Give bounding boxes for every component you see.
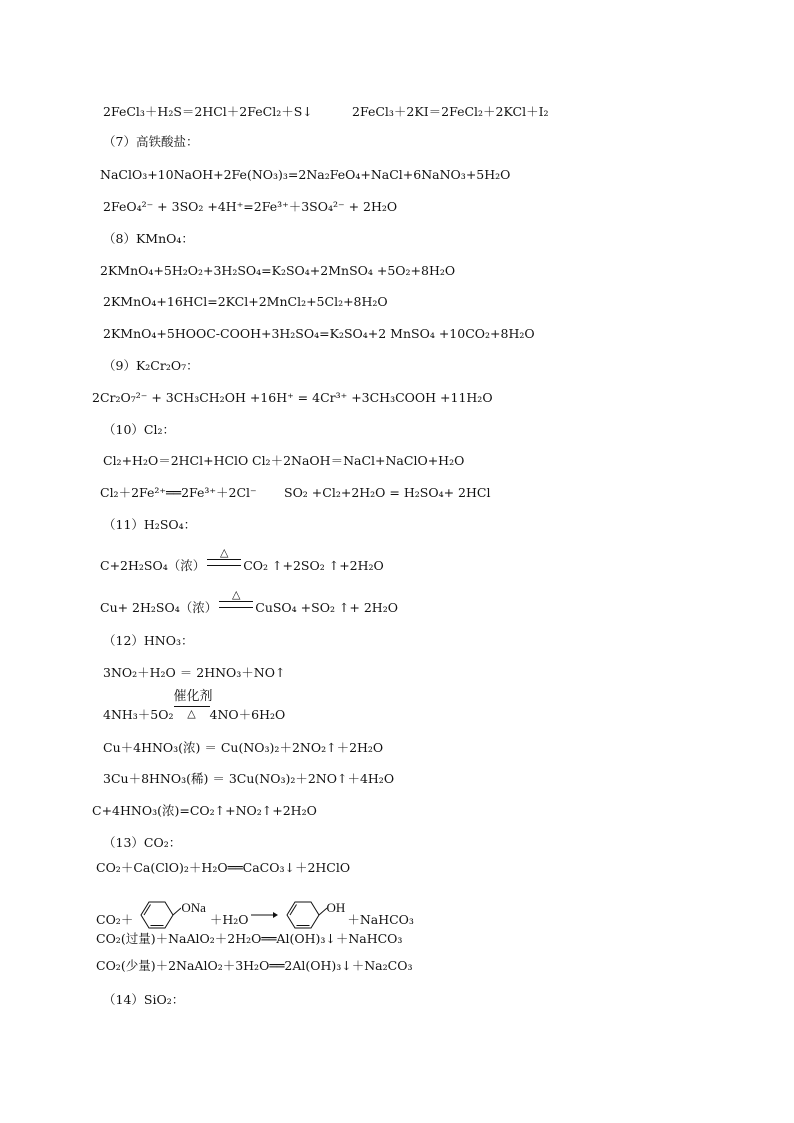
equation-co2-caclo2: CO₂＋Ca(ClO)₂＋H₂O══CaCO₃↓＋2HClO (96, 860, 351, 875)
reaction-condition-arrow (173, 689, 213, 720)
reactant-water: ＋H₂O (209, 912, 249, 927)
heat-symbol: △ (187, 707, 196, 720)
reaction-arrow-icon (249, 910, 279, 920)
equation-kmno4-oxalic: 2KMnO₄+5HOOC-COOH+3H₂SO₄=K₂SO₄+2 MnSO₄ +10CO₂+8H₂O (103, 326, 535, 341)
heat-symbol: △ (232, 588, 241, 601)
section-8-heading: （8）KMnO₄： (103, 231, 194, 246)
equation-naclo3-fe: NaClO₃+10NaOH+2Fe(NO₃)₃=2Na₂FeO₄+NaCl+6NaNO₃+5H₂O (100, 167, 511, 182)
products: CuSO₄ +SO₂ ↑+ 2H₂O (255, 600, 398, 615)
equation-cu-h2so4 (100, 588, 398, 616)
reactants: Cu+ 2H₂SO₄（浓） (100, 600, 218, 615)
equation-no2-h2o: 3NO₂＋H₂O ＝ 2HNO₃＋NO↑ (103, 665, 286, 680)
equation-c-h2so4 (100, 546, 384, 574)
equation-fecl3-h2s: 2FeCl₃＋H₂S＝2HCl＋2FeCl₂＋S↓ (103, 104, 313, 119)
equation-cl2-fe2: Cl₂＋2Fe²⁺══2Fe³⁺＋2Cl⁻ (100, 485, 257, 500)
benzene-ring-icon (279, 896, 327, 934)
equation-cu-conc-hno3: Cu＋4HNO₃(浓) ＝ Cu(NO₃)₂＋2NO₂↑＋2H₂O (103, 740, 384, 755)
section-11-heading: （11）H₂SO₄： (103, 517, 197, 532)
equation-feo4-so2: 2FeO₄²⁻ + 3SO₂ +4H⁺=2Fe³⁺＋3SO₄²⁻ + 2H₂O (103, 199, 398, 214)
section-7-heading: （7）高铁酸盐： (103, 134, 199, 149)
equals-arrow (219, 601, 253, 608)
equation-c-hno3: C+4HNO₃(浓)=CO₂↑+NO₂↑+2H₂O (92, 803, 317, 818)
catalyst-label: 催化剂 (173, 689, 213, 704)
equation-kmno4-h2o2: 2KMnO₄+5H₂O₂+3H₂SO₄=K₂SO₄+2MnSO₄ +5O₂+8H₂O (100, 263, 456, 278)
section-9-heading: （9）K₂Cr₂O₇： (103, 358, 199, 373)
equation-fecl3-ki: 2FeCl₃＋2KI＝2FeCl₂＋2KCl＋I₂ (352, 104, 549, 119)
products: CO₂ ↑+2SO₂ ↑+2H₂O (243, 558, 384, 573)
equation-cl2-h2o: Cl₂+H₂O＝2HCl+HClO (103, 453, 249, 468)
oh-group: OH (326, 900, 346, 915)
reactant-co2: CO₂＋ (96, 912, 134, 927)
product-nahco3: ＋NaHCO₃ (347, 912, 414, 927)
reaction-condition-arrow (217, 588, 255, 616)
equation-cu-dilute-hno3: 3Cu＋8HNO₃(稀) ＝ 3Cu(NO₃)₂＋2NO↑＋4H₂O (103, 771, 395, 786)
equation-nh3-o2 (103, 689, 286, 723)
ona-group: ONa (181, 900, 206, 915)
reaction-condition-arrow (205, 546, 243, 574)
equals-arrow (207, 559, 241, 566)
section-12-heading: （12）HNO₃： (103, 633, 194, 648)
section-14-heading: （14）SiO₂： (103, 992, 185, 1007)
equation-co2-excess-naalo2: CO₂(过量)＋NaAlO₂＋2H₂O══Al(OH)₃↓＋NaHCO₃ (96, 931, 403, 946)
section-10-heading: （10）Cl₂： (103, 422, 175, 437)
reactants: C+2H₂SO₄（浓） (100, 558, 206, 573)
equation-kmno4-hcl: 2KMnO₄+16HCl=2KCl+2MnCl₂+5Cl₂+8H₂O (103, 294, 388, 309)
heat-symbol: △ (220, 546, 229, 559)
reactants: 4NH₃＋5O₂ (103, 707, 174, 722)
equation-co2-phenoxide (96, 888, 414, 928)
equation-cl2-naoh: Cl₂＋2NaOH＝NaCl+NaClO+H₂O (252, 453, 465, 468)
equation-co2-limited-naalo2: CO₂(少量)＋2NaAlO₂＋3H₂O══2Al(OH)₃↓＋Na₂CO₃ (96, 958, 413, 973)
benzene-ring-icon (133, 896, 181, 934)
equation-so2-cl2: SO₂ +Cl₂+2H₂O = H₂SO₄+ 2HCl (284, 485, 491, 500)
equation-cr2o7-ethanol: 2Cr₂O₇²⁻ + 3CH₃CH₂OH +16H⁺ = 4Cr³⁺ +3CH₃COOH +11H₂O (92, 390, 493, 405)
products: 4NO＋6H₂O (209, 707, 286, 722)
section-13-heading: （13）CO₂： (103, 835, 182, 850)
